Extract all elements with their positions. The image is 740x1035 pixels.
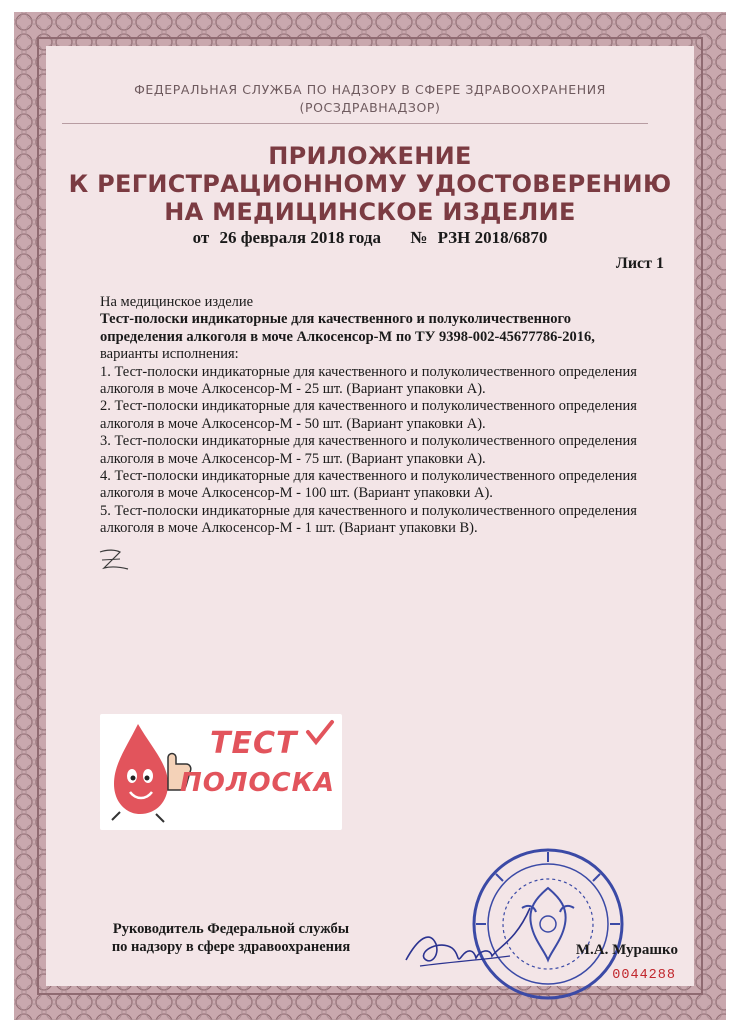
logo-word-strip: ПОЛОСКА bbox=[180, 768, 336, 798]
signer-position-line1: Руководитель Федеральной службы bbox=[112, 921, 350, 937]
variant-5-line2: алкоголя в моче Алкосенсор-М - 1 шт. (Вариант упаковки В). bbox=[100, 520, 478, 537]
signer-name: М.А. Мурашко bbox=[575, 942, 678, 958]
product-name-line2: определения алкоголя в моче Алкосенсор-М по ТУ 9398-002-45677786-2016, bbox=[100, 328, 595, 345]
date-and-number bbox=[0, 228, 740, 248]
signer-position bbox=[96, 920, 366, 956]
header-divider bbox=[62, 123, 648, 124]
variant-4-line1: 4. Тест-полоски индикаторные для качественного и полуколичественного определения bbox=[100, 468, 637, 485]
signer-position-line2: по надзору в сфере здравоохранения bbox=[111, 939, 351, 955]
document-title-line1: ПРИЛОЖЕНИЕ bbox=[268, 142, 472, 170]
number-sign: № bbox=[410, 228, 428, 247]
variant-1-line2: алкоголя в моче Алкосенсор-М - 25 шт. (Вариант упаковки А). bbox=[100, 381, 486, 398]
agency-abbreviation: (РОСЗДРАВНАДЗОР) bbox=[299, 100, 441, 115]
variant-2-line1: 2. Тест-полоски индикаторные для качественного и полуколичественного определения bbox=[100, 398, 637, 415]
variant-3-line2: алкоголя в моче Алкосенсор-М - 75 шт. (Вариант упаковки А). bbox=[100, 450, 486, 467]
end-of-text-mark bbox=[96, 546, 132, 574]
device-description bbox=[100, 294, 670, 538]
variants-label: варианты исполнения: bbox=[100, 346, 239, 363]
checkmark-icon bbox=[304, 718, 336, 748]
agency-name: ФЕДЕРАЛЬНАЯ СЛУЖБА ПО НАДЗОРУ В СФЕРЕ ЗДРАВООХРАНЕНИЯ bbox=[134, 82, 606, 97]
issue-date: 26 февраля 2018 года bbox=[219, 228, 381, 247]
test-strip-logo bbox=[100, 714, 342, 830]
variant-3-line1: 3. Тест-полоски индикаторные для качественного и полуколичественного определения bbox=[100, 433, 637, 450]
variant-5-line1: 5. Тест-полоски индикаторные для качественного и полуколичественного определения bbox=[100, 502, 637, 519]
serial-number: 0044288 bbox=[612, 968, 676, 983]
variant-1-line1: 1. Тест-полоски индикаторные для качественного и полуколичественного определения bbox=[100, 363, 637, 380]
date-prefix: от bbox=[192, 228, 210, 247]
document-title-line2: К РЕГИСТРАЦИОННОМУ УДОСТОВЕРЕНИЮ bbox=[68, 170, 672, 198]
variant-2-line2: алкоголя в моче Алкосенсор-М - 50 шт. (Вариант упаковки А). bbox=[100, 415, 486, 432]
sheet-number: Лист 1 bbox=[615, 255, 664, 272]
logo-word-test: ТЕСТ bbox=[210, 726, 298, 761]
registration-number: РЗН 2018/6870 bbox=[437, 228, 548, 247]
intro-text: На медицинское изделие bbox=[100, 294, 254, 310]
signature bbox=[400, 900, 540, 980]
document-title-line3: НА МЕДИЦИНСКОЕ ИЗДЕЛИЕ bbox=[164, 198, 576, 226]
product-name-line1: Тест-полоски индикаторные для качественного и полуколичественного bbox=[100, 311, 572, 328]
variant-4-line2: алкоголя в моче Алкосенсор-М - 100 шт. (Вариант упаковки А). bbox=[100, 485, 493, 502]
